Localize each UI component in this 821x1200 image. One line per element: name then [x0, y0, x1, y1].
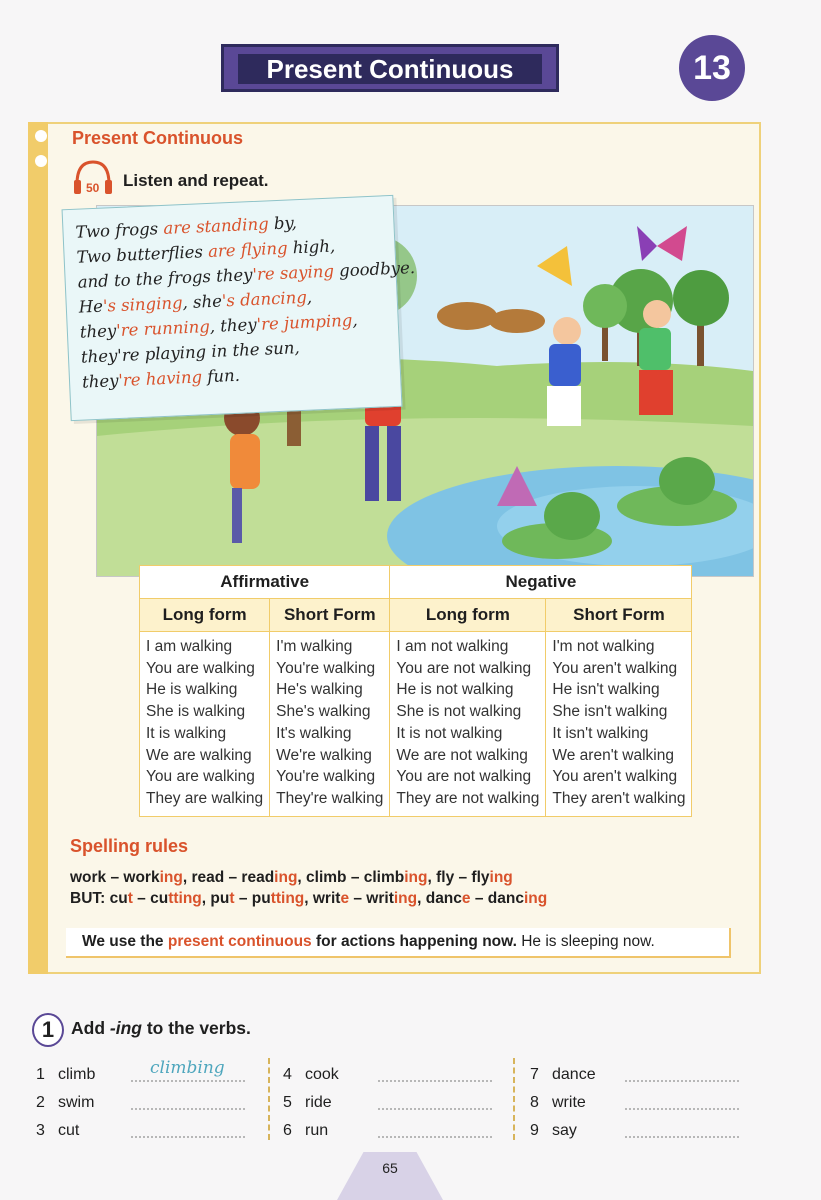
affirmative-short-column: [270, 632, 390, 817]
audio-track-number: 50: [86, 181, 100, 195]
text-segment: , danc: [417, 890, 462, 907]
unit-number-badge: 13: [679, 35, 745, 101]
binder-hole: [35, 130, 47, 142]
item-number: 7: [530, 1066, 539, 1083]
exercise-item: [530, 1122, 577, 1140]
column-header: Short Form: [546, 599, 692, 632]
highlight-text: 's singing: [102, 293, 183, 316]
column-header: Long form: [390, 599, 546, 632]
table-cell: They are not walking: [396, 789, 540, 807]
table-cell: They're walking: [276, 789, 384, 807]
answer-blank[interactable]: [625, 1098, 739, 1110]
highlight-text: ing: [274, 869, 298, 886]
item-verb: dance: [552, 1066, 596, 1083]
highlight-text: 're running: [115, 316, 211, 341]
column-header: Short Form: [270, 599, 390, 632]
text-segment: , writ: [304, 890, 341, 907]
table-cell: You are not walking: [396, 659, 532, 677]
rule-example: He is sleeping now.: [516, 933, 655, 950]
highlight-text: ing: [393, 890, 418, 907]
highlight-text: are standing: [162, 214, 270, 238]
table-cell: He isn't walking: [552, 681, 660, 699]
exercise-item: [283, 1094, 332, 1112]
item-verb: ride: [305, 1094, 332, 1111]
exercise-title-em: -ing: [109, 1018, 142, 1038]
negative-header: Negative: [390, 566, 692, 599]
item-verb: say: [552, 1122, 577, 1139]
item-verb: climb: [58, 1066, 96, 1083]
highlight-text: tting: [168, 890, 202, 907]
text-segment: , she: [182, 291, 223, 313]
table-cell: She isn't walking: [552, 703, 668, 721]
text-segment: Two butterflies: [76, 241, 209, 267]
highlight-text: 're saying: [252, 261, 335, 285]
table-cell: I'm walking: [276, 638, 353, 655]
column-header: Long form: [140, 599, 270, 632]
answer-blank[interactable]: [625, 1070, 739, 1082]
table-cell: I'm not walking: [552, 638, 655, 655]
highlight-text: e: [340, 890, 350, 907]
text-segment: high,: [287, 236, 336, 258]
table-cell: They aren't walking: [552, 789, 686, 807]
poem-text: [75, 205, 420, 395]
column-divider: [268, 1058, 270, 1140]
highlight-text: ing: [159, 869, 183, 886]
exercise-item: [530, 1066, 596, 1084]
handwritten-answer: climbing: [150, 1058, 225, 1078]
highlight-text: e: [461, 890, 471, 907]
spelling-rules-title: Spelling rules: [70, 836, 189, 856]
highlight-text: 're having: [117, 367, 203, 391]
text-segment: fun.: [201, 365, 241, 387]
text-segment: , fly – fly: [427, 869, 490, 886]
table-cell: We are not walking: [396, 746, 528, 764]
table-cell: You're walking: [276, 659, 376, 677]
text-segment: they're playing in the sun,: [80, 338, 301, 367]
table-cell: You are walking: [146, 768, 255, 786]
binder-strip: [28, 122, 48, 974]
column-divider: [513, 1058, 515, 1140]
table-cell: She's walking: [276, 703, 371, 721]
title-banner: [221, 44, 559, 92]
listen-instruction: Listen and repeat.: [123, 171, 269, 190]
table-cell: You aren't walking: [552, 659, 678, 677]
table-cell: He is walking: [146, 681, 238, 699]
text-segment: – danc: [470, 890, 524, 907]
table-cell: We are walking: [146, 746, 252, 764]
exercise-title-prefix: Add: [71, 1018, 110, 1038]
text-segment: goodbye.: [333, 257, 416, 281]
highlight-text: ing: [523, 890, 548, 907]
rule-highlight: present continuous: [167, 933, 312, 950]
negative-long-column: [390, 632, 546, 817]
affirmative-header: Affirmative: [140, 566, 390, 599]
text-segment: , pu: [201, 890, 230, 907]
rule-text: [82, 933, 655, 951]
table-cell: She is walking: [146, 703, 246, 721]
table-cell: You are walking: [146, 659, 255, 677]
text-segment: work – work: [70, 869, 160, 886]
text-segment: Two frogs: [75, 218, 164, 242]
item-verb: write: [552, 1094, 586, 1111]
table-cell: He is not walking: [396, 681, 514, 699]
rule-box: [66, 928, 731, 958]
affirmative-long-column: [140, 632, 270, 817]
answer-blank[interactable]: [131, 1098, 245, 1110]
text-segment: by,: [268, 213, 298, 234]
highlight-text: 're jumping: [256, 310, 353, 334]
table-cell: I am walking: [146, 638, 233, 655]
table-cell: It is not walking: [396, 724, 503, 742]
item-number: 6: [283, 1122, 292, 1139]
text-segment: , they: [209, 314, 258, 336]
answer-blank[interactable]: [625, 1126, 739, 1138]
table-cell: It's walking: [276, 724, 352, 742]
exercise-item: [530, 1094, 586, 1112]
answer-blank[interactable]: [378, 1098, 492, 1110]
highlight-text: t: [229, 890, 235, 907]
table-cell: They are walking: [146, 789, 264, 807]
item-number: 5: [283, 1094, 292, 1111]
item-verb: run: [305, 1122, 329, 1139]
grammar-table: [139, 565, 692, 817]
text-segment: – writ: [349, 890, 394, 907]
text-segment: they: [81, 371, 119, 392]
item-number: 3: [36, 1122, 45, 1139]
text-segment: and to the frogs they: [77, 265, 253, 292]
highlight-text: are flying: [207, 238, 288, 261]
exercise-item: [36, 1122, 79, 1140]
text-segment: , climb – climb: [297, 869, 405, 886]
item-verb: cut: [58, 1122, 80, 1139]
exercise-item: [36, 1066, 95, 1084]
exercise-title-suffix: to the verbs.: [141, 1018, 251, 1038]
item-number: 4: [283, 1066, 292, 1083]
item-number: 8: [530, 1094, 539, 1111]
page-number: 65: [382, 1160, 398, 1176]
item-number: 2: [36, 1094, 45, 1111]
text-segment: they: [79, 321, 117, 342]
answer-blank[interactable]: [131, 1126, 245, 1138]
item-number: 1: [36, 1066, 45, 1083]
binder-hole: [35, 155, 47, 167]
page-title: Present Continuous: [238, 54, 542, 84]
table-cell: It is walking: [146, 724, 227, 742]
highlight-text: t: [127, 890, 133, 907]
table-cell: You are not walking: [396, 768, 532, 786]
exercise-item: [36, 1094, 94, 1112]
highlight-text: 's dancing: [221, 287, 308, 311]
rule-prefix: We use the: [82, 933, 168, 950]
table-cell: You're walking: [276, 768, 376, 786]
exercise-item: [283, 1066, 339, 1084]
table-cell: We aren't walking: [552, 746, 674, 764]
highlight-text: ing: [489, 869, 513, 886]
text-segment: BUT: cu: [70, 890, 128, 907]
section-title: Present Continuous: [72, 128, 244, 148]
exercise-title: [71, 1018, 251, 1039]
text-segment: ,: [306, 287, 313, 307]
item-verb: swim: [58, 1094, 95, 1111]
item-number: 9: [530, 1122, 539, 1139]
table-cell: We're walking: [276, 746, 372, 764]
text-segment: – cu: [132, 890, 169, 907]
rule-suffix: for actions happening now.: [311, 933, 517, 950]
poem-card: [62, 195, 416, 421]
spelling-line: [70, 869, 513, 887]
answer-blank[interactable]: [378, 1070, 492, 1082]
answer-blank[interactable]: [378, 1126, 492, 1138]
item-verb: cook: [305, 1066, 339, 1083]
table-cell: You aren't walking: [552, 768, 678, 786]
spelling-line: [70, 890, 547, 908]
highlight-text: tting: [270, 890, 305, 907]
negative-short-column: [546, 632, 692, 817]
text-segment: – pu: [234, 890, 271, 907]
table-cell: He's walking: [276, 681, 363, 699]
table-cell: It isn't walking: [552, 724, 649, 742]
table-cell: She is not walking: [396, 703, 522, 721]
exercise-item: [283, 1122, 328, 1140]
text-segment: He: [78, 296, 104, 317]
text-segment: ,: [351, 310, 359, 330]
highlight-text: ing: [404, 869, 428, 886]
text-segment: , read – read: [182, 869, 275, 886]
table-cell: I am not walking: [396, 638, 509, 655]
exercise-number: 1: [32, 1013, 64, 1047]
